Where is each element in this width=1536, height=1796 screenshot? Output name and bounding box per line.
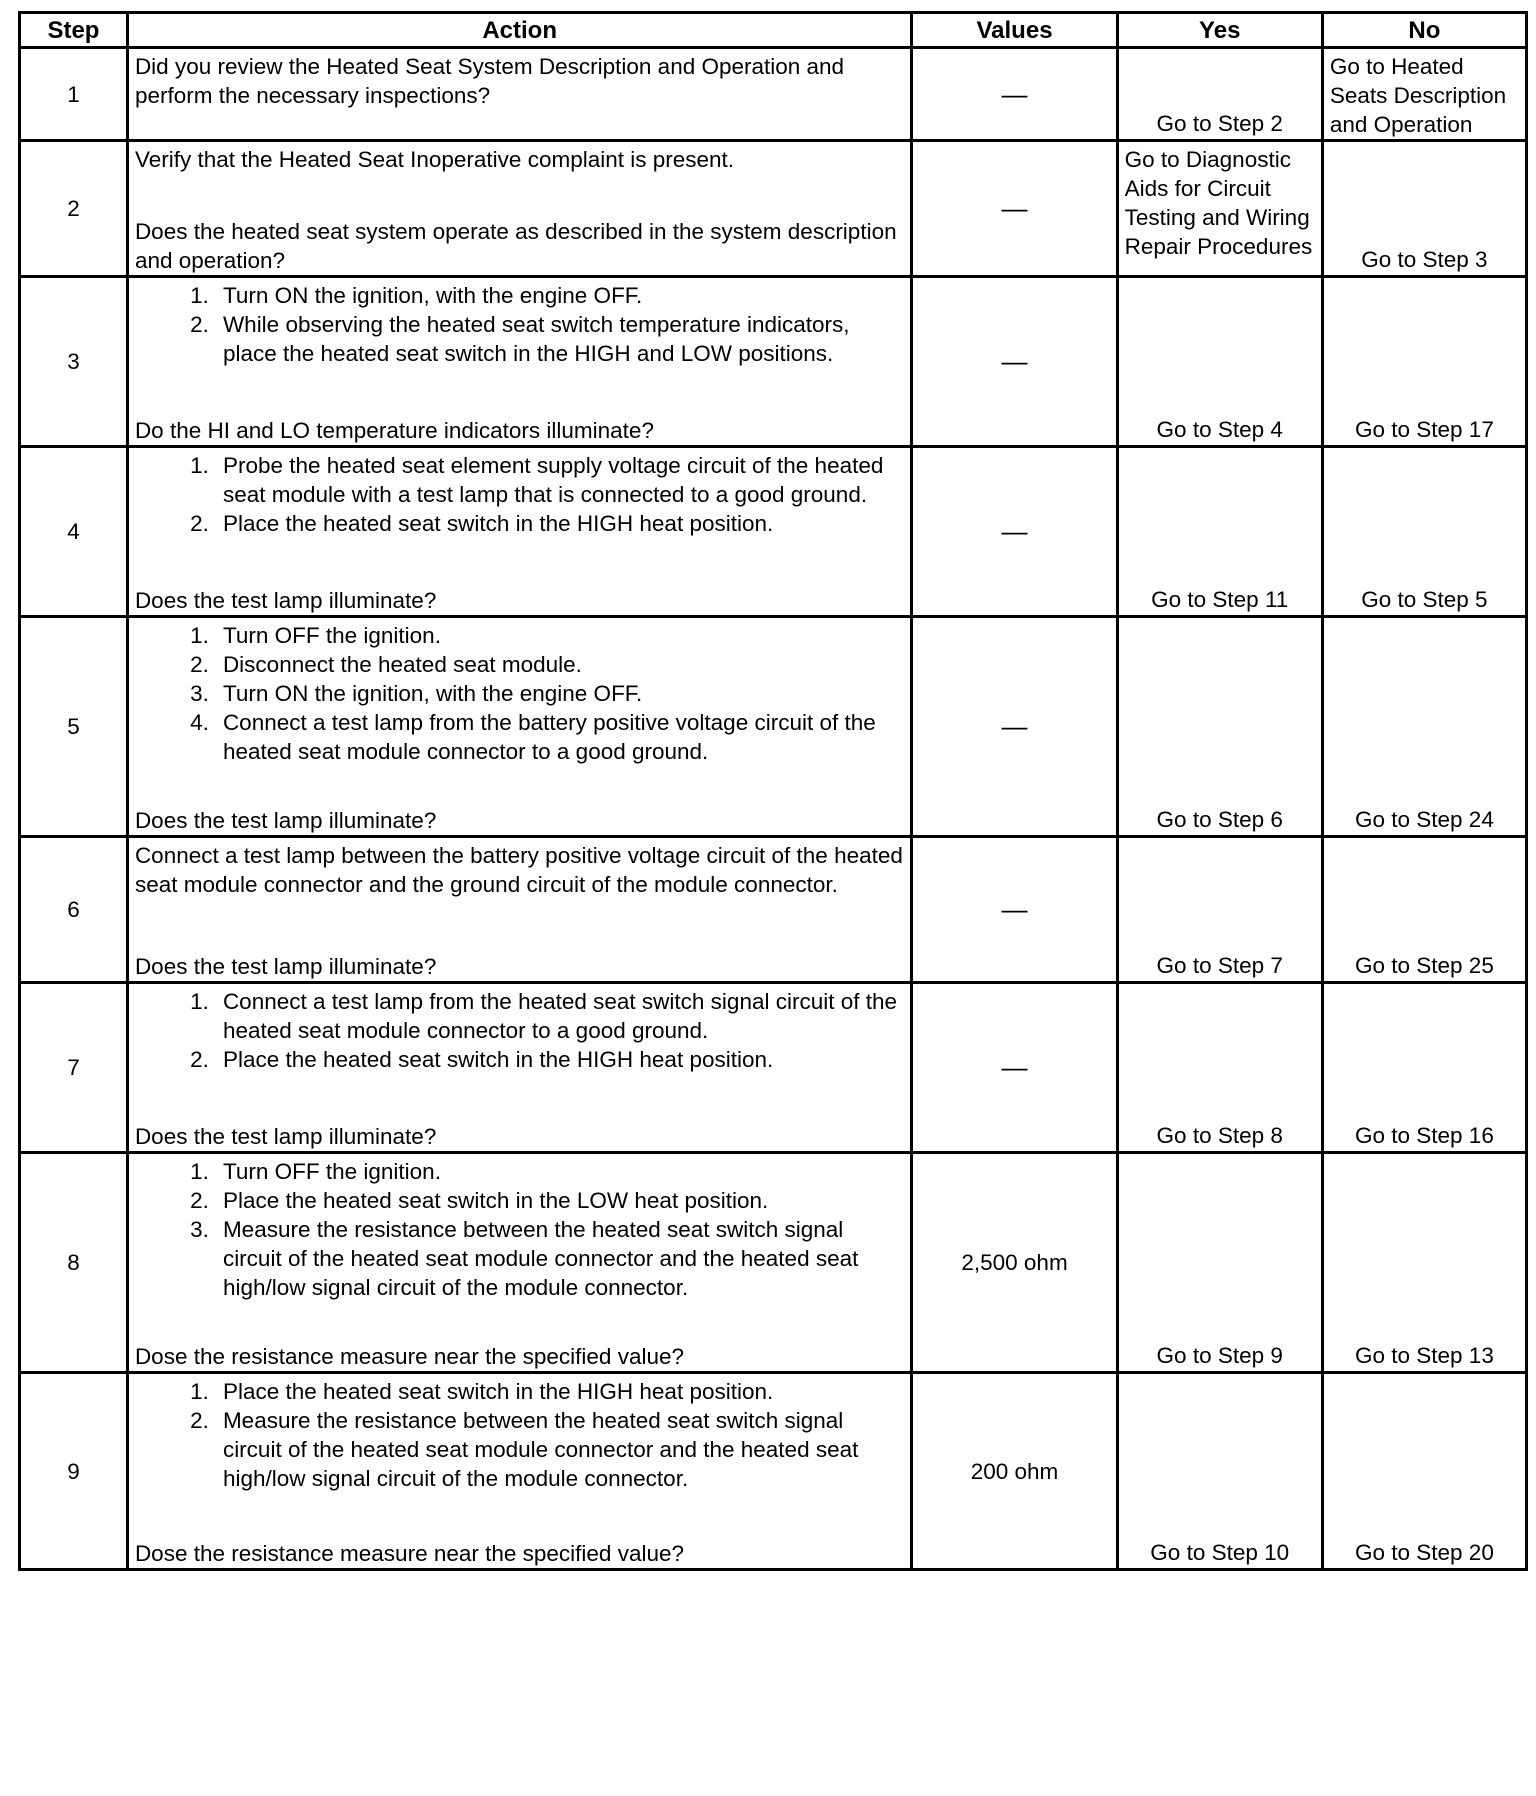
action-content bbox=[135, 1157, 904, 1371]
action-instructions bbox=[135, 52, 904, 110]
action-question: Dose the resistance measure near the specified value? bbox=[134, 1541, 685, 1566]
action-list bbox=[135, 451, 904, 538]
value-cell: — bbox=[912, 447, 1117, 617]
value-cell: — bbox=[912, 983, 1117, 1153]
table-row bbox=[20, 1373, 1527, 1570]
action-instructions bbox=[135, 451, 904, 538]
step-number: 5 bbox=[20, 617, 128, 837]
no-cell: Go to Step 20 bbox=[1322, 1373, 1526, 1570]
header-step: Step bbox=[20, 13, 128, 48]
yes-cell: Go to Diagnostic Aids for Circuit Testing and Wiring Repair Procedures bbox=[1117, 141, 1322, 277]
value-cell: 200 ohm bbox=[912, 1373, 1117, 1570]
list-item-text: Turn ON the ignition, with the engine OFF. bbox=[222, 681, 643, 706]
value-cell: 2,500 ohm bbox=[912, 1153, 1117, 1373]
action-content bbox=[135, 451, 904, 615]
action-content bbox=[135, 841, 904, 981]
action-cell bbox=[127, 983, 911, 1153]
action-question: Does the test lamp illuminate? bbox=[134, 1124, 437, 1149]
action-content bbox=[135, 987, 904, 1151]
action-instructions bbox=[135, 1377, 904, 1493]
step-number: 9 bbox=[20, 1373, 128, 1570]
action-question: Does the test lamp illuminate? bbox=[134, 954, 437, 979]
action-cell bbox=[127, 617, 911, 837]
action-list-item bbox=[135, 1377, 904, 1406]
value-cell: — bbox=[912, 617, 1117, 837]
action-list-item bbox=[135, 1406, 904, 1493]
action-list-item bbox=[135, 310, 904, 368]
header-no: No bbox=[1322, 13, 1526, 48]
yes-cell: Go to Step 9 bbox=[1117, 1153, 1322, 1373]
list-item-number: 1. bbox=[190, 283, 209, 308]
action-cell bbox=[127, 277, 911, 447]
list-item-text: Turn ON the ignition, with the engine OFF. bbox=[222, 283, 643, 308]
list-item-number: 3. bbox=[190, 1217, 209, 1242]
action-list-item bbox=[135, 650, 904, 679]
yes-cell: Go to Step 7 bbox=[1117, 837, 1322, 983]
list-item-number: 2. bbox=[190, 1047, 209, 1072]
diagnostic-table bbox=[18, 11, 1528, 1571]
step-number: 7 bbox=[20, 983, 128, 1153]
action-instructions bbox=[135, 621, 904, 766]
action-cell bbox=[127, 1373, 911, 1570]
list-item-text: Turn OFF the ignition. bbox=[222, 623, 441, 648]
action-content bbox=[135, 145, 904, 275]
list-item-number: 1. bbox=[190, 453, 209, 478]
no-cell: Go to Step 5 bbox=[1322, 447, 1526, 617]
list-item-number: 2. bbox=[190, 312, 209, 337]
action-list-item bbox=[135, 281, 904, 310]
table-row bbox=[20, 837, 1527, 983]
table-row bbox=[20, 48, 1527, 141]
list-item-number: 2. bbox=[190, 652, 209, 677]
list-item-number: 1. bbox=[190, 623, 209, 648]
action-cell bbox=[127, 48, 911, 141]
table-row bbox=[20, 277, 1527, 447]
step-number: 8 bbox=[20, 1153, 128, 1373]
header-row bbox=[20, 13, 1527, 48]
action-list bbox=[135, 987, 904, 1074]
table-row bbox=[20, 1153, 1527, 1373]
action-cell bbox=[127, 837, 911, 983]
action-list-item bbox=[135, 1186, 904, 1215]
action-content bbox=[135, 52, 904, 132]
action-list-item bbox=[135, 987, 904, 1045]
action-list-item bbox=[135, 679, 904, 708]
list-item-text: Measure the resistance between the heated seat switch signal circuit of the heated seat module connector and the heated seat high/low signal circuit of the module connector. bbox=[222, 1408, 859, 1491]
action-list-item bbox=[135, 1045, 904, 1074]
no-cell: Go to Step 25 bbox=[1322, 837, 1526, 983]
value-cell: — bbox=[912, 277, 1117, 447]
list-item-number: 1. bbox=[190, 1379, 209, 1404]
step-number: 3 bbox=[20, 277, 128, 447]
action-instructions bbox=[135, 987, 904, 1074]
step-number: 1 bbox=[20, 48, 128, 141]
value-cell: — bbox=[912, 48, 1117, 141]
table-row bbox=[20, 983, 1527, 1153]
action-instructions bbox=[135, 1157, 904, 1302]
action-question: Dose the resistance measure near the specified value? bbox=[134, 1344, 685, 1369]
action-intro: Did you review the Heated Seat System Description and Operation and perform the necessary inspections? bbox=[134, 54, 845, 108]
list-item-number: 3. bbox=[190, 681, 209, 706]
list-item-text: Disconnect the heated seat module. bbox=[222, 652, 582, 677]
yes-cell: Go to Step 4 bbox=[1117, 277, 1322, 447]
list-item-number: 2. bbox=[190, 1408, 209, 1433]
list-item-text: Place the heated seat switch in the LOW heat position. bbox=[222, 1188, 769, 1213]
no-cell: Go to Step 16 bbox=[1322, 983, 1526, 1153]
action-list bbox=[135, 621, 904, 766]
action-intro: Connect a test lamp between the battery positive voltage circuit of the heated seat module connector and the ground circuit of the module connector. bbox=[134, 843, 903, 897]
no-cell: Go to Step 13 bbox=[1322, 1153, 1526, 1373]
table-row bbox=[20, 141, 1527, 277]
action-content bbox=[135, 621, 904, 835]
list-item-number: 1. bbox=[190, 989, 209, 1014]
table-body bbox=[20, 48, 1527, 1570]
list-item-text: While observing the heated seat switch temperature indicators, place the heated seat switch in the HIGH and LOW positions. bbox=[222, 312, 850, 366]
list-item-text: Measure the resistance between the heated seat switch signal circuit of the heated seat module connector and the heated seat high/low signal circuit of the module connector. bbox=[222, 1217, 859, 1300]
header-yes: Yes bbox=[1117, 13, 1322, 48]
action-question: Does the test lamp illuminate? bbox=[134, 808, 437, 833]
list-item-number: 1. bbox=[190, 1159, 209, 1184]
action-cell bbox=[127, 447, 911, 617]
list-item-text: Connect a test lamp from the heated seat switch signal circuit of the heated seat module connector to a good ground. bbox=[222, 989, 898, 1043]
action-instructions bbox=[135, 145, 904, 174]
yes-cell: Go to Step 10 bbox=[1117, 1373, 1322, 1570]
step-number: 6 bbox=[20, 837, 128, 983]
list-item-number: 2. bbox=[190, 1188, 209, 1213]
action-list bbox=[135, 281, 904, 368]
action-list-item bbox=[135, 451, 904, 509]
action-list bbox=[135, 1377, 904, 1493]
list-item-text: Connect a test lamp from the battery positive voltage circuit of the heated seat module connector to a good ground. bbox=[222, 710, 876, 764]
action-list-item bbox=[135, 708, 904, 766]
table-row bbox=[20, 617, 1527, 837]
action-instructions bbox=[135, 841, 904, 899]
list-item-number: 2. bbox=[190, 511, 209, 536]
action-question: Do the HI and LO temperature indicators illuminate? bbox=[134, 418, 654, 443]
header-values: Values bbox=[912, 13, 1117, 48]
step-number: 2 bbox=[20, 141, 128, 277]
action-instructions bbox=[135, 281, 904, 368]
list-item-number: 4. bbox=[190, 710, 209, 735]
action-cell bbox=[127, 1153, 911, 1373]
action-list-item bbox=[135, 509, 904, 538]
yes-cell: Go to Step 11 bbox=[1117, 447, 1322, 617]
action-list-item bbox=[135, 1157, 904, 1186]
action-list-item bbox=[135, 621, 904, 650]
table-row bbox=[20, 447, 1527, 617]
no-cell: Go to Step 24 bbox=[1322, 617, 1526, 837]
no-cell: Go to Step 3 bbox=[1322, 141, 1526, 277]
no-cell: Go to Heated Seats Description and Operation bbox=[1322, 48, 1526, 141]
yes-cell: Go to Step 6 bbox=[1117, 617, 1322, 837]
header-action: Action bbox=[127, 13, 911, 48]
action-question: Does the test lamp illuminate? bbox=[134, 588, 437, 613]
list-item-text: Place the heated seat switch in the HIGH heat position. bbox=[222, 1047, 774, 1072]
no-cell: Go to Step 17 bbox=[1322, 277, 1526, 447]
value-cell: — bbox=[912, 141, 1117, 277]
action-question: Does the heated seat system operate as described in the system description and operation? bbox=[134, 219, 897, 273]
action-content bbox=[135, 281, 904, 445]
value-cell: — bbox=[912, 837, 1117, 983]
action-content bbox=[135, 1377, 904, 1568]
step-number: 4 bbox=[20, 447, 128, 617]
list-item-text: Place the heated seat switch in the HIGH heat position. bbox=[222, 1379, 774, 1404]
list-item-text: Probe the heated seat element supply voltage circuit of the heated seat module with a test lamp that is connected to a good ground. bbox=[222, 453, 884, 507]
action-list-item bbox=[135, 1215, 904, 1302]
yes-cell: Go to Step 8 bbox=[1117, 983, 1322, 1153]
yes-cell: Go to Step 2 bbox=[1117, 48, 1322, 141]
action-intro: Verify that the Heated Seat Inoperative complaint is present. bbox=[134, 147, 735, 172]
action-list bbox=[135, 1157, 904, 1302]
action-cell bbox=[127, 141, 911, 277]
list-item-text: Place the heated seat switch in the HIGH heat position. bbox=[222, 511, 774, 536]
list-item-text: Turn OFF the ignition. bbox=[222, 1159, 441, 1184]
